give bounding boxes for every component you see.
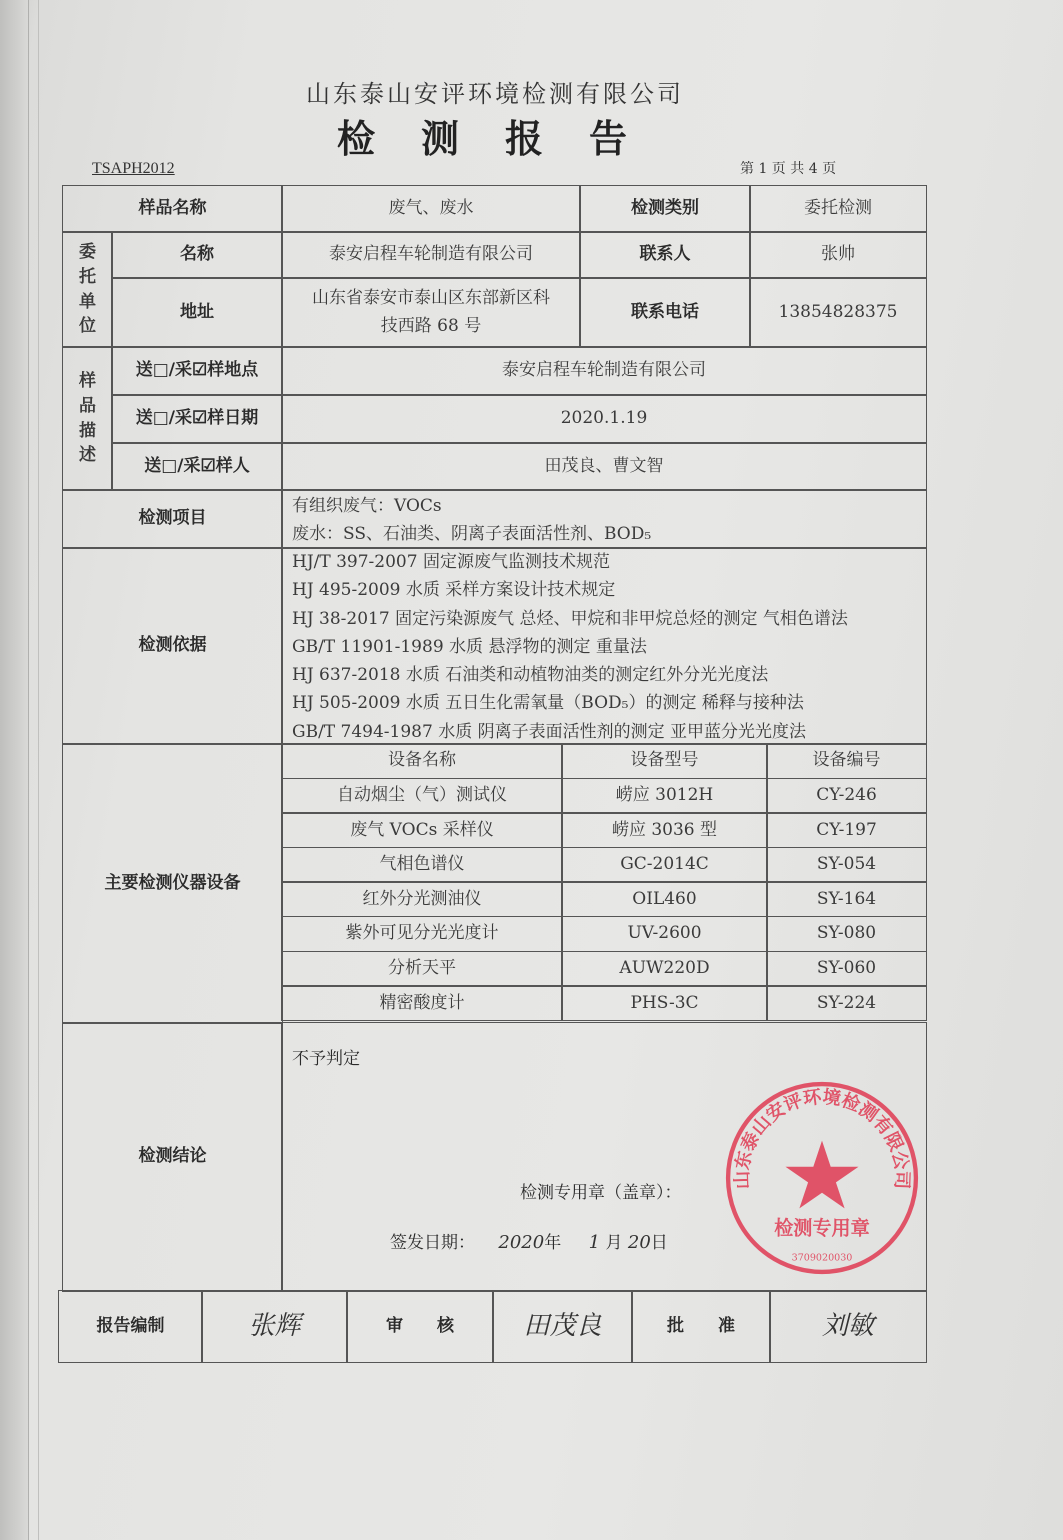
conclusion-text: 不予判定 xyxy=(292,1049,360,1069)
standard-line: HJ 505-2009 水质 五日生化需氧量（BOD₅）的测定 稀释与接种法 xyxy=(292,693,804,714)
client-group-char: 位 xyxy=(79,316,96,337)
doc-code: TSAPH2012 xyxy=(92,160,175,177)
description-group-label xyxy=(62,346,113,491)
test-items-label: 检测项目 xyxy=(62,489,283,549)
equipment-name-cell: 红外分光测油仪 xyxy=(281,881,563,917)
test-basis-list xyxy=(281,547,927,745)
issue-day: 20 xyxy=(627,1232,651,1253)
standard-line: GB/T 11901-1989 水质 悬浮物的测定 重量法 xyxy=(292,636,647,657)
equipment-label: 主要检测仪器设备 xyxy=(62,743,283,1024)
test-item-line: 废水：SS、石油类、阴离子表面活性剂、BOD₅ xyxy=(292,524,652,545)
client-name-label: 名称 xyxy=(111,231,283,279)
day-unit: 日 xyxy=(650,1233,668,1253)
equipment-id-cell: SY-164 xyxy=(766,881,927,917)
conclusion-label: 检测结论 xyxy=(62,1022,283,1292)
address-label: 地址 xyxy=(111,277,283,348)
standard-line: GB/T 7494-1987 水质 阴离子表面活性剂的测定 亚甲蓝分光光度法 xyxy=(292,721,807,742)
client-group-char: 单 xyxy=(79,291,96,312)
equipment-model-cell: OIL460 xyxy=(561,881,768,917)
test-items-value xyxy=(281,489,927,549)
equipment-id-cell: SY-054 xyxy=(766,847,927,883)
client-name-value: 泰安启程车轮制造有限公司 xyxy=(281,231,581,279)
seal-number: 3709020030 xyxy=(791,1252,853,1264)
seal-center-text: 检测专用章 xyxy=(774,1216,870,1240)
client-group-char: 托 xyxy=(79,266,96,287)
contact-label: 联系人 xyxy=(579,231,751,279)
equipment-name-cell: 废气 VOCs 采样仪 xyxy=(281,812,563,848)
sample-name-value: 废气、废水 xyxy=(281,185,581,233)
compiled-signature: 张辉 xyxy=(201,1290,348,1363)
star-icon xyxy=(785,1141,858,1209)
equipment-model-cell: PHS-3C xyxy=(561,985,768,1021)
sample-name-label: 样品名称 xyxy=(62,185,283,233)
equipment-model-cell: 崂应 3012H xyxy=(561,778,768,814)
seal-label: 检测专用章（盖章）： xyxy=(520,1183,682,1203)
seal-ring-text: 山东泰山安评环境检测有限公司 xyxy=(731,1086,913,1190)
client-group-char: 委 xyxy=(79,242,96,263)
phone-label: 联系电话 xyxy=(579,277,751,348)
equipment-model-cell: 崂应 3036 型 xyxy=(561,812,768,848)
address-line: 技西路 68 号 xyxy=(380,315,482,336)
equipment-name-cell: 气相色谱仪 xyxy=(281,847,563,883)
sampler-value: 田茂良、曹文智 xyxy=(281,442,927,491)
description-group-char: 样 xyxy=(79,371,96,392)
test-type-value: 委托检测 xyxy=(749,185,927,233)
binder-line xyxy=(38,0,39,1540)
equipment-id-cell: CY-246 xyxy=(766,778,927,814)
test-basis-label: 检测依据 xyxy=(62,547,283,745)
review-signature: 田茂良 xyxy=(492,1290,633,1363)
sampler-label: 送□/采☑样人 xyxy=(111,442,283,491)
issue-date-label: 签发日期： xyxy=(390,1233,475,1253)
month-unit: 月 xyxy=(605,1233,623,1253)
address-line: 山东省泰安市泰山区东部新区科 xyxy=(312,288,550,309)
standard-line: HJ 495-2009 水质 采样方案设计技术规定 xyxy=(292,580,616,601)
test-type-label: 检测类别 xyxy=(579,185,751,233)
description-group-char: 述 xyxy=(79,445,96,466)
equipment-header-equipment-id: 设备编号 xyxy=(766,743,927,779)
equipment-model-cell: AUW220D xyxy=(561,951,768,987)
compiled-label: 报告编制 xyxy=(58,1290,203,1363)
equipment-name-cell: 精密酸度计 xyxy=(281,985,563,1021)
test-item-line: 有组织废气：VOCs xyxy=(292,496,442,516)
phone-value: 13854828375 xyxy=(749,277,927,348)
sampling-date-value: 2020.1.19 xyxy=(281,394,927,444)
year-unit: 年 xyxy=(544,1233,562,1253)
address-value xyxy=(281,277,581,348)
standard-line: HJ/T 397-2007 固定源废气监测技术规范 xyxy=(292,552,610,572)
equipment-name-cell: 分析天平 xyxy=(281,951,563,987)
standard-line: HJ 38-2017 固定污染源废气 总烃、甲烷和非甲烷总烃的测定 气相色谱法 xyxy=(292,608,848,629)
company-seal-stamp xyxy=(722,1078,922,1278)
standard-line: HJ 637-2018 水质 石油类和动植物油类的测定红外分光光度法 xyxy=(292,665,769,686)
client-group-label xyxy=(62,231,113,348)
sampling-place-label: 送□/采☑样地点 xyxy=(111,346,283,396)
equipment-id-cell: CY-197 xyxy=(766,812,927,848)
issue-date xyxy=(390,1228,668,1253)
description-group-char: 品 xyxy=(79,395,96,416)
issue-year: 2020 xyxy=(498,1232,545,1253)
equipment-name-cell: 紫外可见分光光度计 xyxy=(281,916,563,952)
equipment-id-cell: SY-224 xyxy=(766,985,927,1021)
description-group-char: 描 xyxy=(79,420,96,441)
approve-label: 批 准 xyxy=(631,1290,771,1363)
sampling-date-label: 送□/采☑样日期 xyxy=(111,394,283,444)
sampling-place-value: 泰安启程车轮制造有限公司 xyxy=(281,346,927,396)
approve-signature: 刘敏 xyxy=(769,1290,927,1363)
equipment-id-cell: SY-060 xyxy=(766,951,927,987)
contact-value: 张帅 xyxy=(749,231,927,279)
equipment-header-equipment-model: 设备型号 xyxy=(561,743,768,779)
page-info: 第 1 页 共 4 页 xyxy=(740,161,837,177)
equipment-id-cell: SY-080 xyxy=(766,916,927,952)
issue-month: 1 xyxy=(588,1232,601,1253)
review-label: 审 核 xyxy=(346,1290,494,1363)
equipment-header-equipment-name: 设备名称 xyxy=(281,743,563,779)
binder-edge xyxy=(0,0,29,1540)
equipment-name-cell: 自动烟尘（气）测试仪 xyxy=(281,778,563,814)
company-name: 山东泰山安评环境检测有限公司 xyxy=(306,80,684,108)
report-title: 检测报告 xyxy=(336,116,673,161)
equipment-model-cell: UV-2600 xyxy=(561,916,768,952)
equipment-model-cell: GC-2014C xyxy=(561,847,768,883)
